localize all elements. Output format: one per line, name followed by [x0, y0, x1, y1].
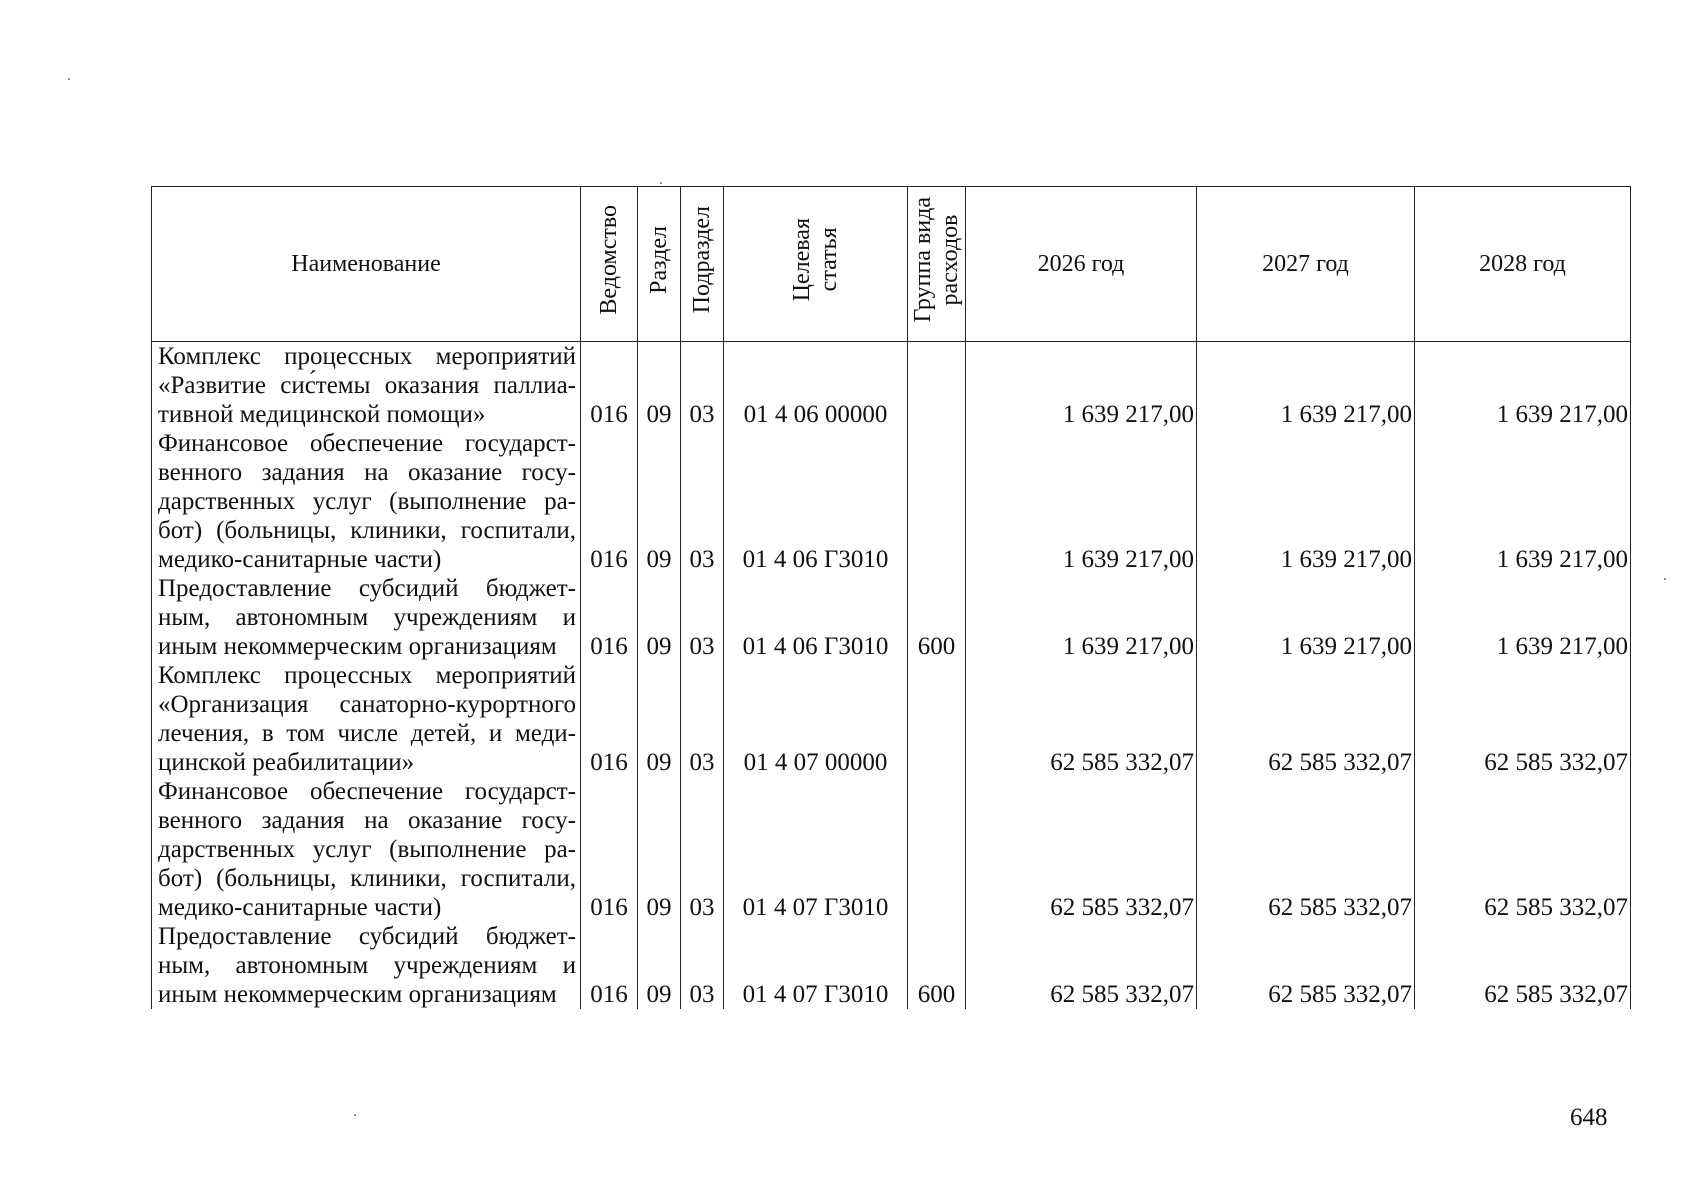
- row-subsection: 03: [681, 922, 724, 1009]
- header-name: Наименование: [152, 187, 581, 342]
- header-department: Ведомство: [581, 187, 638, 342]
- row-expense-group: 600: [908, 574, 966, 661]
- row-amount-2028: 1 639 217,00: [1415, 429, 1631, 574]
- row-name: Комплекс процессных мероприятий «Организация санаторно-курортного лечения, в том числе детей, и медицинской реабилитации»: [152, 661, 581, 777]
- header-year-2028: 2028 год: [1415, 187, 1631, 342]
- table-row: [152, 342, 1631, 430]
- page-number: 648: [1570, 1104, 1608, 1131]
- scan-speck: [354, 1114, 356, 1116]
- row-section: 09: [638, 777, 681, 922]
- row-amount-2026: 1 639 217,00: [966, 342, 1197, 430]
- row-section: 09: [638, 342, 681, 430]
- row-amount-2026: 1 639 217,00: [966, 429, 1197, 574]
- row-expense-group: [908, 342, 966, 430]
- row-department: 016: [581, 661, 638, 777]
- row-section: 09: [638, 574, 681, 661]
- row-section: 09: [638, 661, 681, 777]
- row-name: Финансовое обеспечение государственного задания на оказание государственных услуг (выполнение работ) (больницы, клиники, госпитали, медико-санитарные части): [152, 777, 581, 922]
- row-amount-2027: 1 639 217,00: [1197, 342, 1415, 430]
- table-row: [152, 661, 1631, 777]
- row-department: 016: [581, 922, 638, 1009]
- scan-speck: [1664, 578, 1666, 580]
- scan-speck: [660, 182, 662, 184]
- row-section: 09: [638, 922, 681, 1009]
- row-amount-2028: 1 639 217,00: [1415, 574, 1631, 661]
- row-amount-2026: 62 585 332,07: [966, 922, 1197, 1009]
- row-amount-2026: 62 585 332,07: [966, 661, 1197, 777]
- row-subsection: 03: [681, 777, 724, 922]
- header-expense-group: Группа вида расходов: [908, 187, 966, 342]
- row-amount-2028: 62 585 332,07: [1415, 922, 1631, 1009]
- row-expense-group: 600: [908, 922, 966, 1009]
- row-name: Финансовое обеспечение государственного задания на оказание государственных услуг (выполнение работ) (больницы, клиники, госпитали, медико-санитарные части): [152, 429, 581, 574]
- row-subsection: 03: [681, 574, 724, 661]
- row-amount-2026: 62 585 332,07: [966, 777, 1197, 922]
- row-target-article: 01 4 06 Г3010: [724, 429, 908, 574]
- row-subsection: 03: [681, 661, 724, 777]
- row-amount-2027: 1 639 217,00: [1197, 429, 1415, 574]
- row-amount-2027: 1 639 217,00: [1197, 574, 1415, 661]
- row-target-article: 01 4 07 00000: [724, 661, 908, 777]
- row-amount-2027: 62 585 332,07: [1197, 777, 1415, 922]
- row-amount-2028: 1 639 217,00: [1415, 342, 1631, 430]
- row-subsection: 03: [681, 342, 724, 430]
- budget-table: [151, 186, 1631, 1009]
- row-department: 016: [581, 777, 638, 922]
- row-name: Комплекс процессных мероприятий «Развитие сис́темы оказания паллиативной медицинской помощи»: [152, 342, 581, 430]
- row-amount-2026: 1 639 217,00: [966, 574, 1197, 661]
- row-expense-group: [908, 429, 966, 574]
- row-target-article: 01 4 06 00000: [724, 342, 908, 430]
- row-department: 016: [581, 429, 638, 574]
- table-row: [152, 777, 1631, 922]
- row-target-article: 01 4 06 Г3010: [724, 574, 908, 661]
- row-department: 016: [581, 342, 638, 430]
- header-subsection: Подраздел: [681, 187, 724, 342]
- scan-speck: [68, 78, 70, 80]
- row-expense-group: [908, 777, 966, 922]
- row-amount-2028: 62 585 332,07: [1415, 661, 1631, 777]
- row-amount-2028: 62 585 332,07: [1415, 777, 1631, 922]
- header-section: Раздел: [638, 187, 681, 342]
- row-target-article: 01 4 07 Г3010: [724, 922, 908, 1009]
- table-row: [152, 574, 1631, 661]
- row-department: 016: [581, 574, 638, 661]
- header-year-2026: 2026 год: [966, 187, 1197, 342]
- header-year-2027: 2027 год: [1197, 187, 1415, 342]
- row-amount-2027: 62 585 332,07: [1197, 661, 1415, 777]
- row-section: 09: [638, 429, 681, 574]
- row-name: Предоставление субсидий бюджетным, автономным учреждениям и иным некоммерческим организациям: [152, 922, 581, 1009]
- row-amount-2027: 62 585 332,07: [1197, 922, 1415, 1009]
- table-row: [152, 429, 1631, 574]
- row-target-article: 01 4 07 Г3010: [724, 777, 908, 922]
- row-expense-group: [908, 661, 966, 777]
- table-row: [152, 922, 1631, 1009]
- table-header-row: [152, 187, 1631, 342]
- header-target-article: Целевая статья: [724, 187, 908, 342]
- row-subsection: 03: [681, 429, 724, 574]
- row-name: Предоставление субсидий бюджетным, автономным учреждениям и иным некоммерческим организациям: [152, 574, 581, 661]
